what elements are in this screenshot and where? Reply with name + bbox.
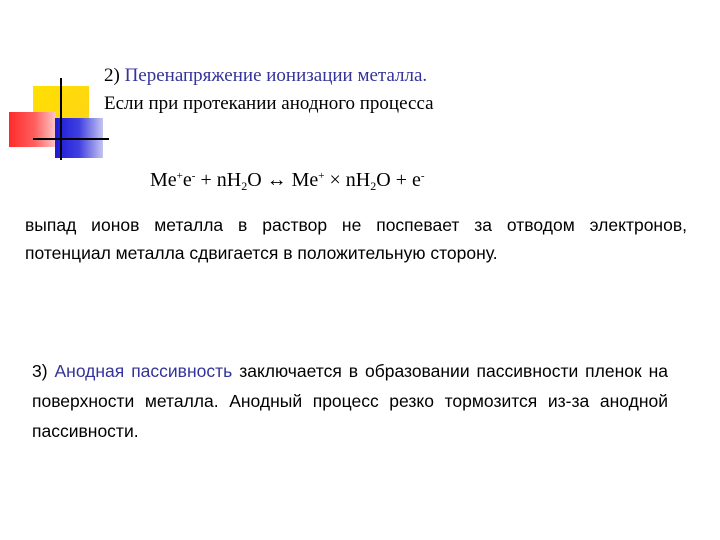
eq-e1: e [182,169,192,191]
eq-o2: O + e [376,169,421,191]
decorative-logo [0,0,110,170]
section-heading [104,62,434,118]
horizontal-line [33,138,109,140]
eq-times: × nH [324,169,371,191]
eq-o1: O ↔ Me [247,169,319,191]
heading-number: 2) [104,65,120,86]
paragraph-1: выпад ионов металла в раствор не поспевает за отводом электронов, потенциал металла сдвигается в положительную сторону. [25,215,687,263]
vertical-line [60,78,62,160]
reaction-equation [150,165,425,195]
paragraph-2 [32,356,668,446]
eq-sup1: + [176,170,183,182]
heading-title: Перенапряжение ионизации металла. [124,65,428,86]
paragraph-2-number: 3) [32,361,48,381]
paragraph-2-text: заключается в образовании пассивности пленок на поверхности металла. Анодный процесс резко тормозится из-за анодной пассивности. [32,361,668,441]
eq-sup4: - [420,170,425,182]
heading-line-1 [104,62,434,90]
eq-me1: Me [150,169,177,191]
heading-subtitle: Если при протекании анодного процесса [104,93,434,114]
eq-plus1: + nH [195,169,242,191]
eq-sup3: + [318,170,325,182]
eq-sub2: 2 [370,179,377,193]
eq-sub1: 2 [241,179,248,193]
paragraph-2-term: Анодная пассивность [54,361,233,381]
red-square-shape [9,112,56,147]
eq-sup2: - [191,170,196,182]
